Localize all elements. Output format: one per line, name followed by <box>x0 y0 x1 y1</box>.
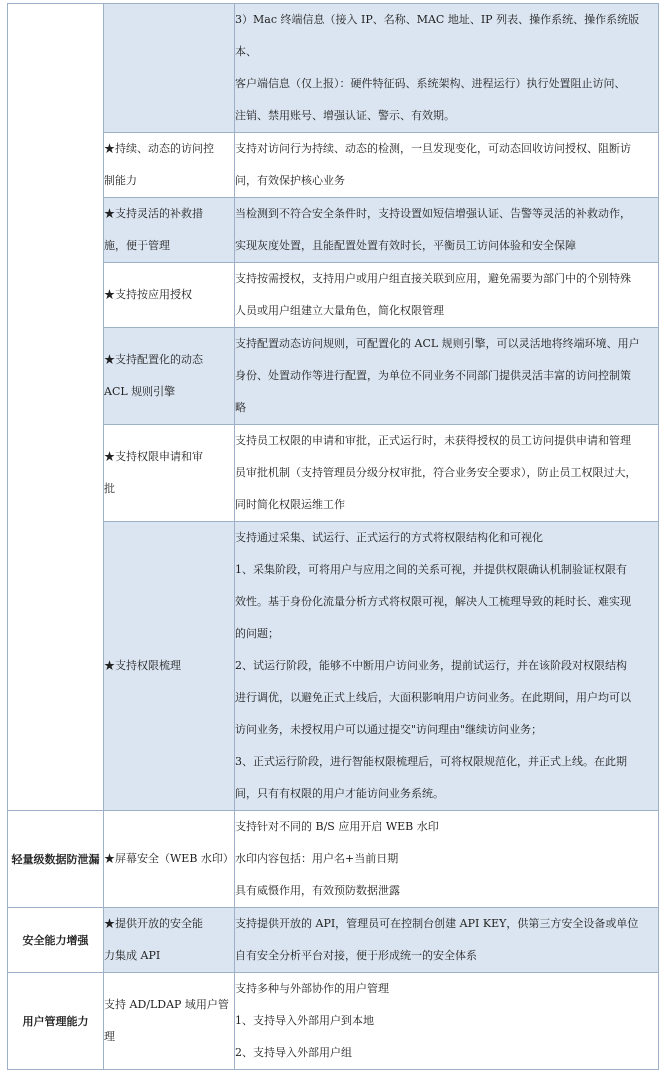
description-line: 支持提供开放的 API，管理员可在控制台创建 API KEY，供第三方安全设备或单位 <box>235 917 639 930</box>
feature-cell <box>104 522 235 811</box>
description-cell <box>235 811 659 908</box>
feature-line: 批 <box>104 482 115 495</box>
feature-line: ★支持按应用授权 <box>104 288 192 301</box>
table-row <box>8 908 659 973</box>
feature-line: 制能力 <box>104 174 137 187</box>
description-line: 自有安全分析平台对接，便于形成统一的安全体系 <box>235 949 477 962</box>
description-line: 水印内容包括：用户名+当前日期 <box>235 852 399 865</box>
feature-line: ★支持权限梳理 <box>104 659 181 672</box>
table-row <box>8 198 659 263</box>
category-cell: 轻量级数据防泄漏 <box>8 811 104 908</box>
description-line: 支持针对不同的 B/S 应用开启 WEB 水印 <box>235 820 439 833</box>
description-cell <box>235 425 659 522</box>
description-line: 1、支持导入外部用户到本地 <box>235 1014 374 1027</box>
table-row <box>8 133 659 198</box>
category-cell: 用户管理能力 <box>8 973 104 1070</box>
description-cell <box>235 328 659 425</box>
description-line: 人员或用户组建立大量角色，简化权限管理 <box>235 304 444 317</box>
feature-line: ★支持灵活的补救措 <box>104 207 203 220</box>
category-cell: 安全能力增强 <box>8 908 104 973</box>
description-line: 实现灰度处置，且能配置处置有效时长，平衡员工访问体验和安全保障 <box>235 239 576 252</box>
description-line: 具有威慑作用，有效预防数据泄露 <box>235 884 400 897</box>
feature-line: ★屏幕安全（WEB 水印） <box>104 852 234 865</box>
feature-line: 施，便于管理 <box>104 239 170 252</box>
table-row <box>8 973 659 1070</box>
feature-cell <box>104 425 235 522</box>
description-line: 支持员工权限的申请和审批，正式运行时，未获得授权的员工访问提供申请和管理 <box>235 434 631 447</box>
description-line: 支持通过采集、试运行、正式运行的方式将权限结构化和可视化 <box>235 531 543 544</box>
description-line: 进行调优，以避免正式上线后，大面积影响用户访问业务。在此期间，用户均可以 <box>235 691 631 704</box>
description-line: 3、正式运行阶段，进行智能权限梳理后，可将权限规范化，并正式上线。在此期 <box>235 755 627 768</box>
description-line: 间，只有有权限的用户才能访问业务系统。 <box>235 787 444 800</box>
description-line: 2、试运行阶段，能够不中断用户访问业务，提前试运行，并在该阶段对权限结构 <box>235 659 627 672</box>
feature-line: ACL 规则引擎 <box>104 385 176 398</box>
description-line: 身份、处置动作等进行配置，为单位不同业务不同部门提供灵活丰富的访问控制策 <box>235 369 631 382</box>
table-row <box>8 522 659 811</box>
table-row <box>8 4 659 133</box>
feature-line: ★支持配置化的动态 <box>104 353 203 366</box>
description-cell <box>235 4 659 133</box>
feature-line: ★支持权限申请和审 <box>104 450 203 463</box>
description-line: 同时简化权限运维工作 <box>235 498 345 511</box>
feature-cell <box>104 973 235 1070</box>
description-line: 效性。基于身份化流量分析方式将权限可视，解决人工梳理导致的耗时长、难实现 <box>235 595 631 608</box>
table-row <box>8 811 659 908</box>
description-line: 略 <box>235 401 246 414</box>
description-line: 员审批机制（支持管理员分级分权审批，符合业务安全要求），防止员工权限过大， <box>235 466 637 479</box>
description-line: 1、采集阶段，可将用户与应用之间的关系可视，并提供权限确认机制验证权限有 <box>235 563 627 576</box>
feature-spec-table <box>7 3 659 1070</box>
description-cell <box>235 908 659 973</box>
table-row <box>8 328 659 425</box>
description-line: 支持多种与外部协作的用户管理 <box>235 982 389 995</box>
table-row <box>8 425 659 522</box>
description-line: 访问业务，未授权用户可以通过提交"访问理由"继续访问业务； <box>235 723 543 736</box>
feature-cell <box>104 908 235 973</box>
description-line: 注销、禁用账号、增强认证、警示、有效期。 <box>235 109 455 122</box>
description-cell <box>235 263 659 328</box>
feature-cell <box>104 198 235 263</box>
description-cell <box>235 522 659 811</box>
description-line: 问，有效保护核心业务 <box>235 174 345 187</box>
description-cell <box>235 198 659 263</box>
feature-cell <box>104 133 235 198</box>
feature-line: ★提供开放的安全能 <box>104 917 203 930</box>
description-cell <box>235 973 659 1070</box>
feature-cell <box>104 328 235 425</box>
feature-line: 支持 AD/LDAP 域用户管 <box>104 998 229 1011</box>
feature-line: 力集成 API <box>104 949 161 962</box>
description-line: 支持配置动态访问规则，可配置化的 ACL 规则引擎，可以灵活地将终端环境、用户 <box>235 337 640 350</box>
description-line: 当检测到不符合安全条件时，支持设置如短信增强认证、告警等灵活的补救动作， <box>235 207 631 220</box>
category-cell <box>8 4 104 811</box>
feature-line: ★持续、动态的访问控 <box>104 142 214 155</box>
description-line: 支持按需授权，支持用户或用户组直接关联到应用，避免需要为部门中的个别特殊 <box>235 272 631 285</box>
description-line: 支持对访问行为持续、动态的检测，一旦发现变化，可动态回收访问授权、阻断访 <box>235 142 631 155</box>
feature-cell <box>104 4 235 133</box>
description-line: 的问题； <box>235 627 279 640</box>
description-line: 2、支持导入外部用户组 <box>235 1046 352 1059</box>
feature-cell <box>104 811 235 908</box>
description-line: 客户端信息（仅上报）：硬件特征码、系统架构、进程运行）执行处置阻止访问、 <box>235 77 626 90</box>
table-row <box>8 263 659 328</box>
feature-line: 理 <box>104 1030 115 1043</box>
description-cell <box>235 133 659 198</box>
description-line: 3）Mac 终端信息（接入 IP、名称、MAC 地址、IP 列表、操作系统、操作系统版本、 <box>235 13 640 58</box>
feature-cell <box>104 263 235 328</box>
